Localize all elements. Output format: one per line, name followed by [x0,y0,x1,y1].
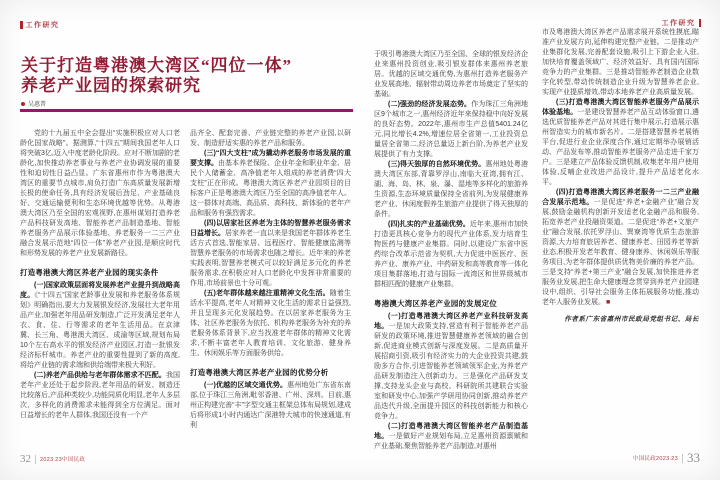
paragraph [20,281,180,371]
left-page-column-1 [20,129,180,452]
section-tag-bar-icon [20,21,23,29]
paragraph-text: 惠州地处粤港澳大湾区东部,背靠罗浮山,南临大亚湾,拥有江、湖、海、岛、林、泉、瀑、湿地等多样化的旅游养生资源,生态环境质量保持全省前列,为发展健康养老产业、休闲度假养生旅游产业提供了得天独厚的条件。 [374,161,528,218]
paragraph-text: 一是促进“养老+金融产业”融合发展,鼓励金融机构创新开发适老化金融产品和服务,拓宽养老产业投融资渠道。二是促进“养老+文旅产业”融合发展,依托罗浮山、巽寮湾等优质生态旅游资源,大力培育旅居养老、健康养老、田园养老等新业态,积极开发老年教育、健身康养、休闲娱乐等服务项目,为老年群体提供质优物美价廉的养老产品。三是支持“养老+第三产业”融合发展,加快推进养老服务业发展,把生命大健康理念贯穿到养老产业园建设中,组织、引导社会服务主体拓展服务功能,推动老年人服务业发展。 [542,199,699,306]
article-end-mark: ■ [606,299,611,306]
left-page-column-2 [190,129,351,452]
paragraph [190,289,351,359]
paragraph-lead: (一)优越的区域交通优势。 [204,382,288,389]
paragraph [374,220,528,290]
paragraph [374,100,528,160]
paragraph-lead: (二)打造粤港澳大湾区智能养老产品制造基地。 [374,423,528,440]
paragraph-lead: (三)打造粤港澳大湾区智能养老服务产品展示体验基地。 [542,99,699,116]
paragraph-lead: (三)得天独厚的自然环境优势。 [388,161,486,168]
section-heading: 打造粤港澳大湾区养老产业园的现实条件 [20,268,159,277]
right-page-column-1 [374,50,528,453]
section-tag-bar-icon [699,19,702,27]
journal-issue-left: 2023.23中国民政 [40,457,86,463]
paragraph-text: 居家养老一直以来是我国老年群体养老生活方式首选,智能家居、远程医疗、智能健康监测等智慧养老服务的市场需求也随之增长。近年来的养老实践表明,智慧养老模式可以较好满足多元化的养老服务需求,在积极应对人口老龄化中发挥非常重要的作用,市场前景也十分可观。 [190,230,351,287]
footer-right [633,450,700,466]
paragraph-lead: (四)扎实的产业基础优势。 [388,221,470,228]
paragraph-text: 一是建设智慧养老产品互动体验窗口,遴选优质智能养老产品对其进行集中展示,打造展示惠州智造实力的城市新名片。二是搭建智慧养老展销平台,促进行业企业深度合作,通过定期举办展销活动、产品发布等,推动智能养老服务产品走进千家万户。三是建立产品体验反馈机制,收集老年用户使用体验,反哺企业改进产品设计,提升产品适老化水平。 [542,109,699,186]
paragraph-text: 随着生活水平提高,老年人对精神文化生活的需求日益强烈,并且呈现多元化发展趋势。在以居家养老服务为主体、社区养老服务为依托、机构养老服务为补充的养老服务体系背景下,应当找准老年群体的精神文化需求,不断丰富老年人教育培训、文化旅游、健身养生、休闲娱乐等方面服务供给。 [190,290,351,357]
article-title [21,56,353,95]
section-tag-left [20,20,60,30]
section-heading: 打造粤港澳大湾区养老产业园的优势分析 [190,368,329,377]
paragraph-text: 党的十九届五中全会提出“实施积极应对人口老龄化国家战略”。据测算,“十四五”期间我国老年人口将突破3亿,迈入中度老龄化阶段。应对不断加剧的老龄化,加快推动养老事业与养老产业协调发展的重要性和迫切性日益凸显。广东省惠州市作为粤港澳大湾区的重要节点城市,肩负打造广东高质量发展新增长极的使命任务,具有经济发展后劲足、产业基础良好、交通运输便利和生态环境优越等优势。从粤港澳大湾区乃至全国的宏观视野,在惠州谋划打造养老产品科技研发高地、智能养老产品制造基地、智能养老服务产品展示体验基地、养老服务一二三产业融合发展示范地“四位一体”养老产业园,是顺应时代和形势发展的养老产业发展新路径。 [20,130,180,257]
section-tag-label: 工作研究 [661,20,696,27]
section-tag-right [662,18,702,28]
paragraph [190,381,351,431]
right-page-column-2 [542,28,699,453]
paragraph-text: 我国老年产业还处于起步阶段,老年用品的研发、制造还比较落后,产品种类较少,功能同质化明显,老年人多层次、多样化的消费需求未能得到全方位满足。面对日益增长的老年人群体,我国还没有一个产 [20,372,180,419]
author-affiliation-note: 作者系广东省惠州市民政局党组书记、局长 [564,316,699,323]
paragraph-lead: (一)打造粤港澳大湾区养老产业科技研发高地。 [374,313,528,330]
paragraph [190,219,351,289]
author-name: 吴惠普 [28,102,47,108]
paragraph-text: 《“十四五”国家老龄事业发展和养老服务体系规划》明确指出,要大力发展银发经济,发展壮大老年用品产业,加强老年用品研发制造,广泛开发满足老年人衣、食、住、行等需求的老年生活用品。在京津冀、长三角、粤港澳大湾区、成渝等区域,规划布局10个左右高水平的银发经济产业园区,打造一批银发经济标杆城市。养老产业的重要性提到了新的高度,将给产业链的需求端和供给端带来极大利好。 [20,292,180,369]
paragraph-continuation [542,28,699,98]
paragraph [542,188,699,308]
section-heading: 粤港澳大湾区养老产业园的发展定位 [374,299,498,308]
paragraph [542,98,699,188]
paragraph-text: 品齐全、配套完善、产业链完整的养老产业园,以研发、制造舒适实惠的养老产品和服务。 [190,130,351,147]
paragraph [374,422,528,452]
paragraph-lead: (三)“四大支柱”成为撬动养老服务市场发展的重要支撑。 [190,150,351,167]
paragraph-text: 一是做好产业规划布局,立足惠州资源禀赋和产业基础,聚焦智能养老产品制造,对惠州 [374,433,528,450]
page-number-left: 32 [20,453,31,465]
paragraph-lead: (四)打造粤港澳大湾区养老服务一二三产业融合发展示范地。 [542,189,699,206]
paragraph-lead: (五)老年群体越来越注重精神文化生活。 [204,290,330,297]
paragraph-continuation [374,50,528,100]
section-tag-label: 工作研究 [25,22,60,29]
paragraph-lead: (四)以居家社区养老为主体的智慧养老服务需求日益增长。 [190,220,351,237]
page-number-right: 33 [687,450,700,465]
paragraph-text: 惠州地处广东省东南部,位于珠江三角洲,毗邻香港、广州、深圳。目前,惠州正构建完善“丰”字型交通主框架总体布局规划,建成后将形成1小时内通达广深港特大城市的快速通道,有利 [190,382,351,429]
footer-divider [682,454,683,463]
article-title-line1: 关于打造粤港澳大湾区“四位一体” [21,56,292,75]
paragraph-text: 作为珠江三角洲地区9个城市之一,惠州经济近年来保持稳中向好发展的良好态势。2022年,惠州市生产总值5401.24亿元,同比增长4.2%,增速位居全省第一,工业投资总量居全省第二,经济总量迈上新台阶,为养老产业发展提供了有力支撑。 [374,101,528,158]
paragraph-lead: (二)养老产品供给与老年群体需求不匹配。 [34,372,166,379]
paragraph [374,160,528,220]
byline [21,99,46,108]
paragraph-text: 一是加大政策支持,营造有利于智能养老产品研发的政策环境,推进智慧健康养老领域的融合创新,促进商业模式创新与深度发展。二是高质量开展招商引资,吸引有经济实力的大企业投资共建,鼓励多方合作,引进智能养老领域领军企业,为养老产品研发制造注入创新动力。三是强化产品研发支撑,支持龙头企业与高校、科研院所共建联合实验室和研发中心,加强产学研用协同创新,推动养老产品迭代升级,全面提升园区的科技创新能力和核心竞争力。 [374,323,528,420]
paragraph [374,312,528,422]
paragraph-text: 于吸引粤港澳大湾区乃至全国、全球的银发经济企业来惠州投资创业,吸引银发群体来惠州养老旅居。优越的区域交通优势,为惠州打造养老服务产业发展高地、辐射带动周边养老市场奠定了坚实的基础。 [374,51,528,98]
footer-left [20,453,85,465]
journal-issue-right: 中国民政2023.23 [632,456,678,462]
paragraph [190,149,351,219]
title-divider-rule [20,109,353,112]
article-title-line2: 养老产业园的探索研究 [21,75,201,95]
paragraph-lead: (二)强劲的经济发展态势。 [388,101,472,108]
paragraph-lead: (一)国家政策层面将发展养老产业提升到战略高度。 [20,282,180,299]
author-bullet-icon [21,102,25,106]
footer-divider [35,455,36,464]
paragraph [20,129,180,259]
paragraph-text: 近年来,惠州市加快打造更具核心竞争力的现代产业体系,发力培育生物医药与健康产业集群。同时,以建设广东省中医药综合改革示范省为契机,大力促进中医医疗、医养产业、康养产业、中药研发和高等教育等一体化项目集群落地,打造与国际一流湾区和世界级城市群相匹配的健康产业集群。 [374,221,528,288]
paragraph [20,371,180,421]
paragraph-text: 由基本养老保险、企业年金和职业年金、居民个人储蓄金、高净值老年人组成的养老消费“四大支柱”正在形成。粤港澳大湾区养老产业园项目的目标客户正是粤港澳大湾区乃至全国的高净值老年人。这一群体对高端、高品质、高科技、新体验的老年产品和服务有强烈需求。 [190,160,351,217]
paragraph-continuation [190,129,351,149]
paragraph-text: 市及粤港澳大湾区养老产品需求展开系统性摸底,瞄准产业发展方向,延伸构建完整产业链。二是推动产业集群化发展,完善配套设施,吸引上下游企业入驻,加快培育覆盖领域广、经济效益好、具有国内国际竞争力的产业集群。三是推动智能养老制造企业数字化转型,带动传统制造企业升级为智慧养老企业,实现产业提质增效,带动本地养老产业高质量发展。 [542,29,699,96]
